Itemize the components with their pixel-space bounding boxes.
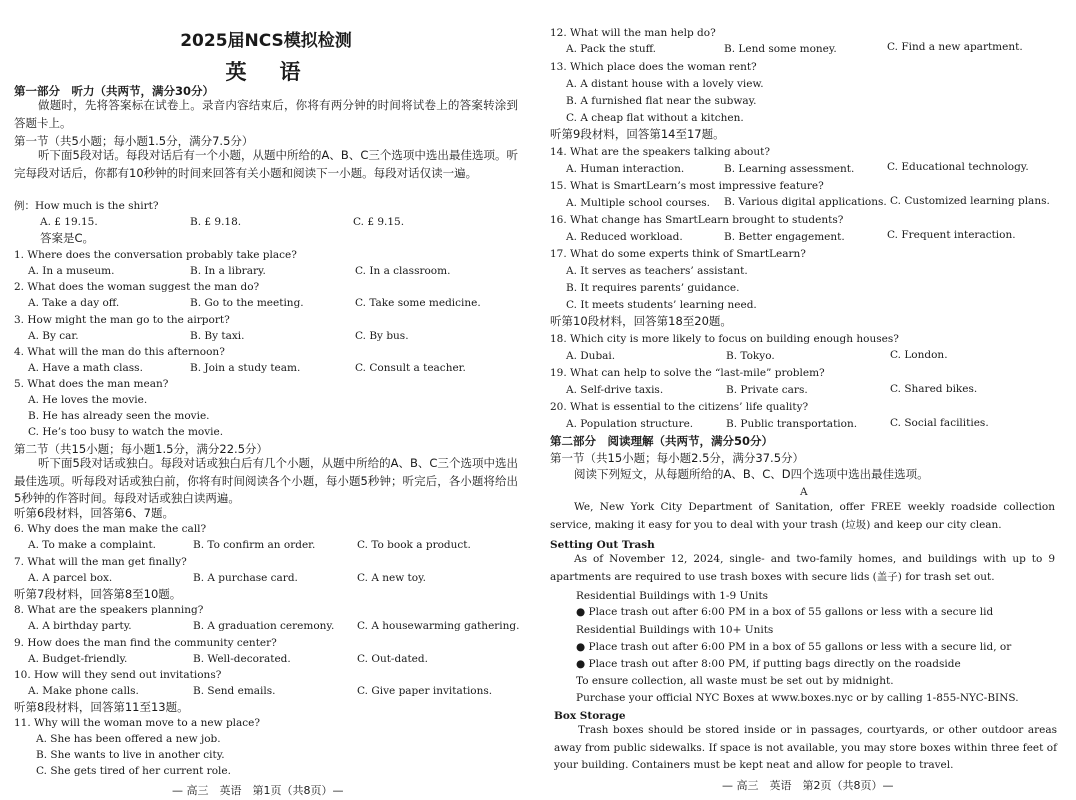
exam-subject: 英 语 <box>225 60 307 84</box>
reading-instructions: 阅读下列短文，从每题所给的A、B、C、D四个选项中选出最佳选项。 <box>574 467 929 481</box>
q10-option-c: C. Give paper invitations. <box>357 685 493 697</box>
q3-option-a: A. By car. <box>28 330 79 342</box>
purchase-note: Purchase your official NYC Boxes at www.boxes.nyc or by calling 1-855-NYC-BINS. <box>576 692 1019 704</box>
q9-option-b: B. Well-decorated. <box>193 653 291 665</box>
exam-page-2 <box>540 0 1076 800</box>
q8-option-b: B. A graduation ceremony. <box>193 620 335 632</box>
box-storage-heading: Box Storage <box>554 710 626 722</box>
q15-option-b: B. Various digital applications. <box>724 196 887 208</box>
q4-stem: 4. What will the man do this afternoon? <box>14 346 225 358</box>
material-6: 听第6段材料，回答第6、7题。 <box>14 506 174 520</box>
q10-option-a: A. Make phone calls. <box>28 685 139 697</box>
bullet-item-2 <box>576 640 1011 654</box>
q1-option-a: A. In a museum. <box>28 265 115 277</box>
section1-instructions: 听下面5段对话。每段对话后有一个小题，从题中所给的A、B、C三个选项中选出最佳选项。听完每段对话后，你都有10秒钟的时间来回答有关小题和阅读下一小题。每段对话仅读一遍。 <box>14 148 518 180</box>
q6-option-a: A. To make a complaint. <box>28 539 157 551</box>
q12-option-a: A. Pack the stuff. <box>566 43 657 55</box>
q2-option-c: C. Take some medicine. <box>355 297 481 309</box>
q4-option-c: C. Consult a teacher. <box>355 362 466 374</box>
q5-option-a: A. He loves the movie. <box>28 394 148 406</box>
q15-option-a: A. Multiple school courses. <box>566 197 711 209</box>
q10-stem: 10. How will they send out invitations? <box>14 669 222 681</box>
part1-heading: 第一部分 听力（共两节，满分30分） <box>14 84 215 98</box>
q18-stem: 18. Which city is more likely to focus on building enough houses? <box>550 333 899 345</box>
q20-option-a: A. Population structure. <box>566 418 694 430</box>
example-option-c: C. £ 9.15. <box>353 216 405 228</box>
q1-option-c: C. In a classroom. <box>355 265 451 277</box>
q12-option-c: C. Find a new apartment. <box>887 41 1023 53</box>
q7-option-b: B. A purchase card. <box>193 572 298 584</box>
bullet-item-1 <box>576 605 993 619</box>
q17-stem: 17. What do some experts think of SmartLearn? <box>550 248 806 260</box>
q6-option-c: C. To book a product. <box>357 539 471 551</box>
q2-option-a: A. Take a day off. <box>28 297 120 309</box>
q11-stem: 11. Why will the woman move to a new place? <box>14 717 261 729</box>
q16-option-a: A. Reduced workload. <box>566 231 683 243</box>
q11-option-a: A. She has been offered a new job. <box>36 733 221 745</box>
setting-out-heading: Setting Out Trash <box>550 539 655 551</box>
box-storage-text: Trash boxes should be stored inside or in passages, courtyards, or other outdoor areas away from public sidewalks. If space is not available, you may store boxes within three feet of your building. Containers must be kept neat and allow for people to travel. <box>554 724 1057 771</box>
setting-out-text: As of November 12, 2024, single- and two-family homes, and buildings with up to 9 apartments are required to use trash boxes with secure lids (盖子) for trash set out. <box>550 553 1055 583</box>
material-7: 听第7段材料，回答第8至10题。 <box>14 587 182 601</box>
residential-10plus-label: Residential Buildings with 10+ Units <box>576 624 774 636</box>
q19-option-a: A. Self-drive taxis. <box>566 384 664 396</box>
page-1-footer: — 高三 英语 第1页（共8页）— <box>172 784 344 797</box>
q13-option-b: B. A furnished flat near the subway. <box>566 95 757 107</box>
q15-option-c: C. Customized learning plans. <box>890 195 1050 207</box>
q4-option-a: A. Have a math class. <box>28 362 143 374</box>
q19-stem: 19. What can help to solve the “last-mile” problem? <box>550 367 825 379</box>
material-10: 听第10段材料，回答第18至20题。 <box>550 314 732 328</box>
bullet-text-3: Place trash out after 8:00 PM, if putting bags directly on the roadside <box>588 658 961 670</box>
q5-stem: 5. What does the man mean? <box>14 378 169 390</box>
bullet-text-1: Place trash out after 6:00 PM in a box of 55 gallons or less with a secure lid <box>588 606 994 618</box>
example-stem: 例：How much is the shirt? <box>14 200 159 212</box>
bullet-icon: ● <box>576 606 589 618</box>
example-answer: 答案是C。 <box>40 231 95 245</box>
q9-option-a: A. Budget-friendly. <box>28 653 128 665</box>
example-option-b: B. £ 9.18. <box>190 216 242 228</box>
q19-option-c: C. Shared bikes. <box>890 383 978 395</box>
bullet-icon: ● <box>576 641 589 653</box>
q5-option-c: C. He’s too busy to watch the movie. <box>28 426 224 438</box>
q3-stem: 3. How might the man go to the airport? <box>14 314 230 326</box>
q13-option-c: C. A cheap flat without a kitchen. <box>566 112 744 124</box>
q13-stem: 13. Which place does the woman rent? <box>550 61 757 73</box>
q17-option-a: A. It serves as teachers’ assistant. <box>566 265 748 277</box>
q14-option-b: B. Learning assessment. <box>724 163 855 175</box>
q11-option-b: B. She wants to live in another city. <box>36 749 225 761</box>
section2-instructions: 听下面5段对话或独白。每段对话或独白后有几个小题，从题中所给的A、B、C三个选项中选出最佳选项。听每段对话或独白前，你将有时间阅读各个小题，每小题5秒钟；听完后，各小题将给出5秒钟的作答时间。每段对话或独白读两遍。 <box>14 456 518 505</box>
page-2-footer: — 高三 英语 第2页（共8页）— <box>722 779 894 792</box>
q1-option-b: B. In a library. <box>190 265 266 277</box>
q7-option-a: A. A parcel box. <box>28 572 113 584</box>
q13-option-a: A. A distant house with a lovely view. <box>566 78 764 90</box>
q6-option-b: B. To confirm an order. <box>193 539 316 551</box>
q14-stem: 14. What are the speakers talking about? <box>550 146 770 158</box>
q18-option-a: A. Dubai. <box>566 350 616 362</box>
q2-stem: 2. What does the woman suggest the man do? <box>14 281 260 293</box>
q20-stem: 20. What is essential to the citizens’ life quality? <box>550 401 809 413</box>
q20-option-b: B. Public transportation. <box>726 418 858 430</box>
material-9: 听第9段材料，回答第14至17题。 <box>550 127 725 141</box>
q17-option-b: B. It requires parents’ guidance. <box>566 282 740 294</box>
q8-option-a: A. A birthday party. <box>28 620 132 632</box>
q3-option-b: B. By taxi. <box>190 330 245 342</box>
q20-option-c: C. Social facilities. <box>890 417 989 429</box>
q6-stem: 6. Why does the man make the call? <box>14 523 207 535</box>
section1-heading: 第一节（共5小题；每小题1.5分，满分7.5分） <box>14 134 254 148</box>
q3-option-c: C. By bus. <box>355 330 409 342</box>
q11-option-c: C. She gets tired of her current role. <box>36 765 231 777</box>
q19-option-b: B. Private cars. <box>726 384 808 396</box>
q10-option-b: B. Send emails. <box>193 685 276 697</box>
q7-option-c: C. A new toy. <box>357 572 426 584</box>
q14-option-a: A. Human interaction. <box>566 163 685 175</box>
q4-option-b: B. Join a study team. <box>190 362 301 374</box>
q16-stem: 16. What change has SmartLearn brought to students? <box>550 214 844 226</box>
q8-stem: 8. What are the speakers planning? <box>14 604 204 616</box>
q18-option-b: B. Tokyo. <box>726 350 775 362</box>
exam-page-1 <box>0 0 532 800</box>
midnight-note: To ensure collection, all waste must be set out by midnight. <box>576 675 894 687</box>
q5-option-b: B. He has already seen the movie. <box>28 410 210 422</box>
residential-1-9-label: Residential Buildings with 1-9 Units <box>576 590 769 602</box>
reading-section1-heading: 第一节（共15小题；每小题2.5分，满分37.5分） <box>550 451 805 465</box>
q17-option-c: C. It meets students’ learning need. <box>566 299 757 311</box>
q7-stem: 7. What will the man get finally? <box>14 556 187 568</box>
passage-intro: We, New York City Department of Sanitation, offer FREE weekly roadside collection service, making it easy for you to deal with your trash (垃圾) and keep our city clean. <box>550 501 1055 531</box>
bullet-icon: ● <box>576 658 589 670</box>
q9-option-c: C. Out-dated. <box>357 653 428 665</box>
q14-option-c: C. Educational technology. <box>887 161 1029 173</box>
part2-heading: 第二部分 阅读理解（共两节，满分50分） <box>550 434 774 448</box>
example-option-a: A. £ 19.15. <box>40 216 98 228</box>
q1-stem: 1. Where does the conversation probably take place? <box>14 249 297 261</box>
q16-option-b: B. Better engagement. <box>724 231 845 243</box>
q9-stem: 9. How does the man find the community center? <box>14 637 277 649</box>
q12-stem: 12. What will the man help do? <box>550 27 716 39</box>
q18-option-c: C. London. <box>890 349 948 361</box>
q2-option-b: B. Go to the meeting. <box>190 297 304 309</box>
bullet-text-2: Place trash out after 6:00 PM in a box of 55 gallons or less with a secure lid, or <box>588 641 1012 653</box>
passage-label: A <box>800 486 808 498</box>
q12-option-b: B. Lend some money. <box>724 43 837 55</box>
q16-option-c: C. Frequent interaction. <box>887 229 1016 241</box>
section2-heading: 第二节（共15小题；每小题1.5分，满分22.5分） <box>14 442 269 456</box>
material-8: 听第8段材料，回答第11至13题。 <box>14 700 189 714</box>
part1-instructions: 做题时，先将答案标在试卷上。录音内容结束后，你将有两分钟的时间将试卷上的答案转涂到答题卡上。 <box>14 98 518 130</box>
q15-stem: 15. What is SmartLearn’s most impressive feature? <box>550 180 824 192</box>
q8-option-c: C. A housewarming gathering. <box>357 620 520 632</box>
bullet-item-3 <box>576 657 961 671</box>
exam-title: 2025届NCS模拟检测 <box>180 31 352 51</box>
